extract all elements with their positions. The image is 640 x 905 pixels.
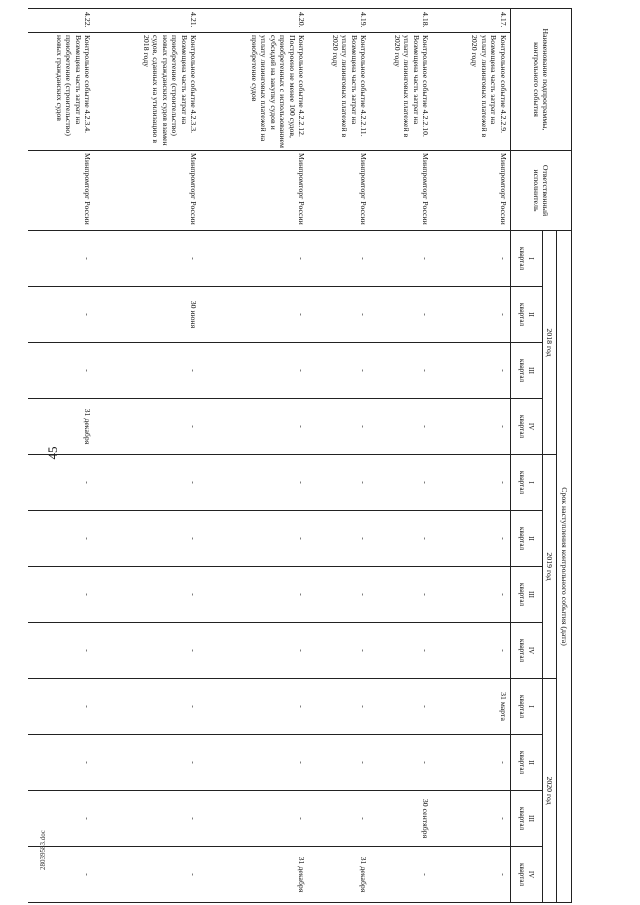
quarter-word: квартал xyxy=(518,863,527,886)
quarter-date-cell: - xyxy=(371,511,433,567)
responsible-executor: Минпромторг России xyxy=(371,151,433,231)
quarter-roman: IV xyxy=(527,646,536,655)
quarter-date-cell: - xyxy=(29,679,95,735)
quarter-word: квартал xyxy=(518,751,527,774)
quarter-date-cell: - xyxy=(371,399,433,455)
quarter-header xyxy=(511,343,543,399)
quarter-date-cell: - xyxy=(29,567,95,623)
quarter-date-cell: - xyxy=(201,455,309,511)
table-row xyxy=(371,9,433,903)
quarter-word: квартал xyxy=(518,639,527,662)
quarter-date-cell: - xyxy=(201,287,309,343)
quarter-header xyxy=(511,511,543,567)
table-row xyxy=(309,9,371,903)
quarter-date-cell: - xyxy=(95,679,201,735)
quarter-date-cell: - xyxy=(309,791,371,847)
quarter-word: квартал xyxy=(518,303,527,326)
quarter-header xyxy=(511,567,543,623)
quarter-header xyxy=(511,679,543,735)
quarter-word: квартал xyxy=(518,415,527,438)
quarter-word: квартал xyxy=(518,695,527,718)
quarter-date-cell: - xyxy=(433,735,511,791)
quarter-date-cell: - xyxy=(29,343,95,399)
quarter-date-cell: - xyxy=(371,567,433,623)
document-filename: 28039583.doc xyxy=(39,830,47,870)
table-row xyxy=(201,9,309,903)
quarter-date-cell: - xyxy=(95,735,201,791)
quarter-date-cell: - xyxy=(29,455,95,511)
quarter-roman: III xyxy=(527,815,536,823)
quarter-roman: III xyxy=(527,367,536,375)
quarter-date-cell: - xyxy=(29,735,95,791)
row-index: 4.20. xyxy=(201,9,309,33)
quarter-header xyxy=(511,735,543,791)
quarter-date-cell: - xyxy=(309,399,371,455)
control-events-table xyxy=(29,8,573,903)
responsible-executor: Минпромторг России xyxy=(95,151,201,231)
quarter-roman: I xyxy=(527,257,536,260)
quarter-header xyxy=(511,231,543,287)
quarter-date-cell: - xyxy=(433,847,511,903)
quarter-date-cell: - xyxy=(309,567,371,623)
quarter-roman: II xyxy=(527,536,536,541)
quarter-date-cell: - xyxy=(29,791,95,847)
row-index: 4.22. xyxy=(29,9,95,33)
quarter-date-cell: - xyxy=(95,399,201,455)
quarter-date-cell: - xyxy=(433,455,511,511)
quarter-date-cell: - xyxy=(201,623,309,679)
quarter-date-cell: 31 декабря xyxy=(29,399,95,455)
quarter-date-cell: - xyxy=(95,343,201,399)
quarter-date-cell: - xyxy=(95,231,201,287)
quarter-roman: I xyxy=(527,705,536,708)
quarter-word: квартал xyxy=(518,583,527,606)
quarter-date-cell: - xyxy=(371,847,433,903)
quarter-header xyxy=(511,287,543,343)
quarter-roman: IV xyxy=(527,870,536,879)
quarter-word: квартал xyxy=(518,359,527,382)
quarter-word: квартал xyxy=(518,807,527,830)
quarter-date-cell: - xyxy=(201,231,309,287)
quarter-date-cell: - xyxy=(201,567,309,623)
quarter-date-cell: - xyxy=(95,511,201,567)
quarter-date-cell: - xyxy=(309,231,371,287)
table-row xyxy=(95,9,201,903)
quarter-date-cell: - xyxy=(201,735,309,791)
quarter-word: квартал xyxy=(518,247,527,270)
executor-column-header: Ответственный исполнитель xyxy=(511,151,572,231)
quarter-date-cell: - xyxy=(309,623,371,679)
quarter-date-cell: - xyxy=(29,847,95,903)
quarter-date-cell: - xyxy=(309,343,371,399)
quarter-date-cell: - xyxy=(309,735,371,791)
quarter-date-cell: - xyxy=(95,623,201,679)
quarter-header xyxy=(511,399,543,455)
quarter-roman: III xyxy=(527,591,536,599)
quarter-date-cell: - xyxy=(201,343,309,399)
quarter-date-cell: - xyxy=(95,847,201,903)
quarter-date-cell: - xyxy=(29,287,95,343)
quarter-date-cell: - xyxy=(433,567,511,623)
event-name: Контрольное событие 4.2.2.10. Возмещена часть затрат на уплату лизинговых платежей в 2020 году xyxy=(371,33,433,151)
table-row xyxy=(29,9,95,903)
quarter-date-cell: - xyxy=(201,679,309,735)
responsible-executor: Минпромторг России xyxy=(29,151,95,231)
year-header: 2018 год xyxy=(543,231,558,455)
quarter-date-cell: - xyxy=(433,511,511,567)
event-name: Контрольное событие 4.2.3.4. Возмещена часть затрат на приобретение (строительство) новых гражданских судов xyxy=(29,33,95,151)
event-name: Контрольное событие 4.2.2.9. Возмещена часть затрат на уплату лизинговых платежей в 2020 году xyxy=(433,33,511,151)
quarter-date-cell: - xyxy=(309,511,371,567)
quarter-header xyxy=(511,623,543,679)
event-name: Контрольное событие 4.2.2.12. Построено не менее 100 судов, приобретенных с использованием субсидий на закупку судов и уплату лизинговых платежей на приобретение судов xyxy=(201,33,309,151)
quarter-date-cell: - xyxy=(433,287,511,343)
quarter-roman: I xyxy=(527,481,536,484)
quarter-date-cell: - xyxy=(371,455,433,511)
quarter-date-cell: - xyxy=(95,791,201,847)
row-index: 4.18. xyxy=(371,9,433,33)
quarter-date-cell: - xyxy=(371,623,433,679)
quarter-date-cell: - xyxy=(309,455,371,511)
quarter-date-cell: - xyxy=(371,735,433,791)
quarter-date-cell: - xyxy=(433,791,511,847)
quarter-date-cell: - xyxy=(433,399,511,455)
row-index: 4.21. xyxy=(95,9,201,33)
quarter-roman: IV xyxy=(527,422,536,431)
quarter-word: квартал xyxy=(518,471,527,494)
responsible-executor: Минпромторг России xyxy=(433,151,511,231)
quarter-header xyxy=(511,455,543,511)
rotated-table-container xyxy=(55,8,572,898)
row-index: 4.17. xyxy=(433,9,511,33)
quarter-date-cell: - xyxy=(371,287,433,343)
quarter-date-cell: 31 декабря xyxy=(201,847,309,903)
quarter-date-cell: - xyxy=(309,287,371,343)
name-column-header: Наименование подпрограммы, контрольного события xyxy=(511,9,572,151)
quarter-date-cell: - xyxy=(95,455,201,511)
quarter-date-cell: - xyxy=(201,791,309,847)
quarter-date-cell: 31 декабря xyxy=(309,847,371,903)
quarter-date-cell: - xyxy=(29,623,95,679)
quarter-word: квартал xyxy=(518,527,527,550)
quarter-date-cell: - xyxy=(371,343,433,399)
quarter-date-cell: - xyxy=(29,231,95,287)
quarter-roman: II xyxy=(527,312,536,317)
responsible-executor: Минпромторг России xyxy=(309,151,371,231)
quarter-date-cell: - xyxy=(309,679,371,735)
table-body xyxy=(29,9,511,903)
row-index: 4.19. xyxy=(309,9,371,33)
quarter-date-cell: - xyxy=(371,231,433,287)
year-header: 2019 год xyxy=(543,455,558,679)
page-number: 45 xyxy=(45,446,60,460)
quarter-roman: II xyxy=(527,760,536,765)
table-row xyxy=(433,9,511,903)
event-name: Контрольное событие 4.2.3.3. Возмещена часть затрат на приобретение (строительство) новых гражданских судов взамен судов, сданных на утилизацию в 2018 году xyxy=(95,33,201,151)
deadline-header: Срок наступления контрольного события (дата) xyxy=(557,231,572,903)
quarter-date-cell: - xyxy=(433,231,511,287)
quarter-date-cell: - xyxy=(201,399,309,455)
quarter-date-cell: - xyxy=(433,623,511,679)
event-name: Контрольное событие 4.2.2.11. Возмещена часть затрат на уплату лизинговых платежей в 2020 году xyxy=(309,33,371,151)
quarter-header xyxy=(511,847,543,903)
quarter-date-cell: - xyxy=(371,679,433,735)
quarter-date-cell: - xyxy=(433,343,511,399)
quarter-header xyxy=(511,791,543,847)
quarter-date-cell: - xyxy=(201,511,309,567)
quarter-date-cell: - xyxy=(95,567,201,623)
responsible-executor: Минпромторг России xyxy=(201,151,309,231)
year-header: 2020 год xyxy=(543,679,558,903)
quarter-date-cell: 30 июня xyxy=(95,287,201,343)
quarter-date-cell: 31 марта xyxy=(433,679,511,735)
quarter-date-cell: 30 сентября xyxy=(371,791,433,847)
quarter-date-cell: - xyxy=(29,511,95,567)
